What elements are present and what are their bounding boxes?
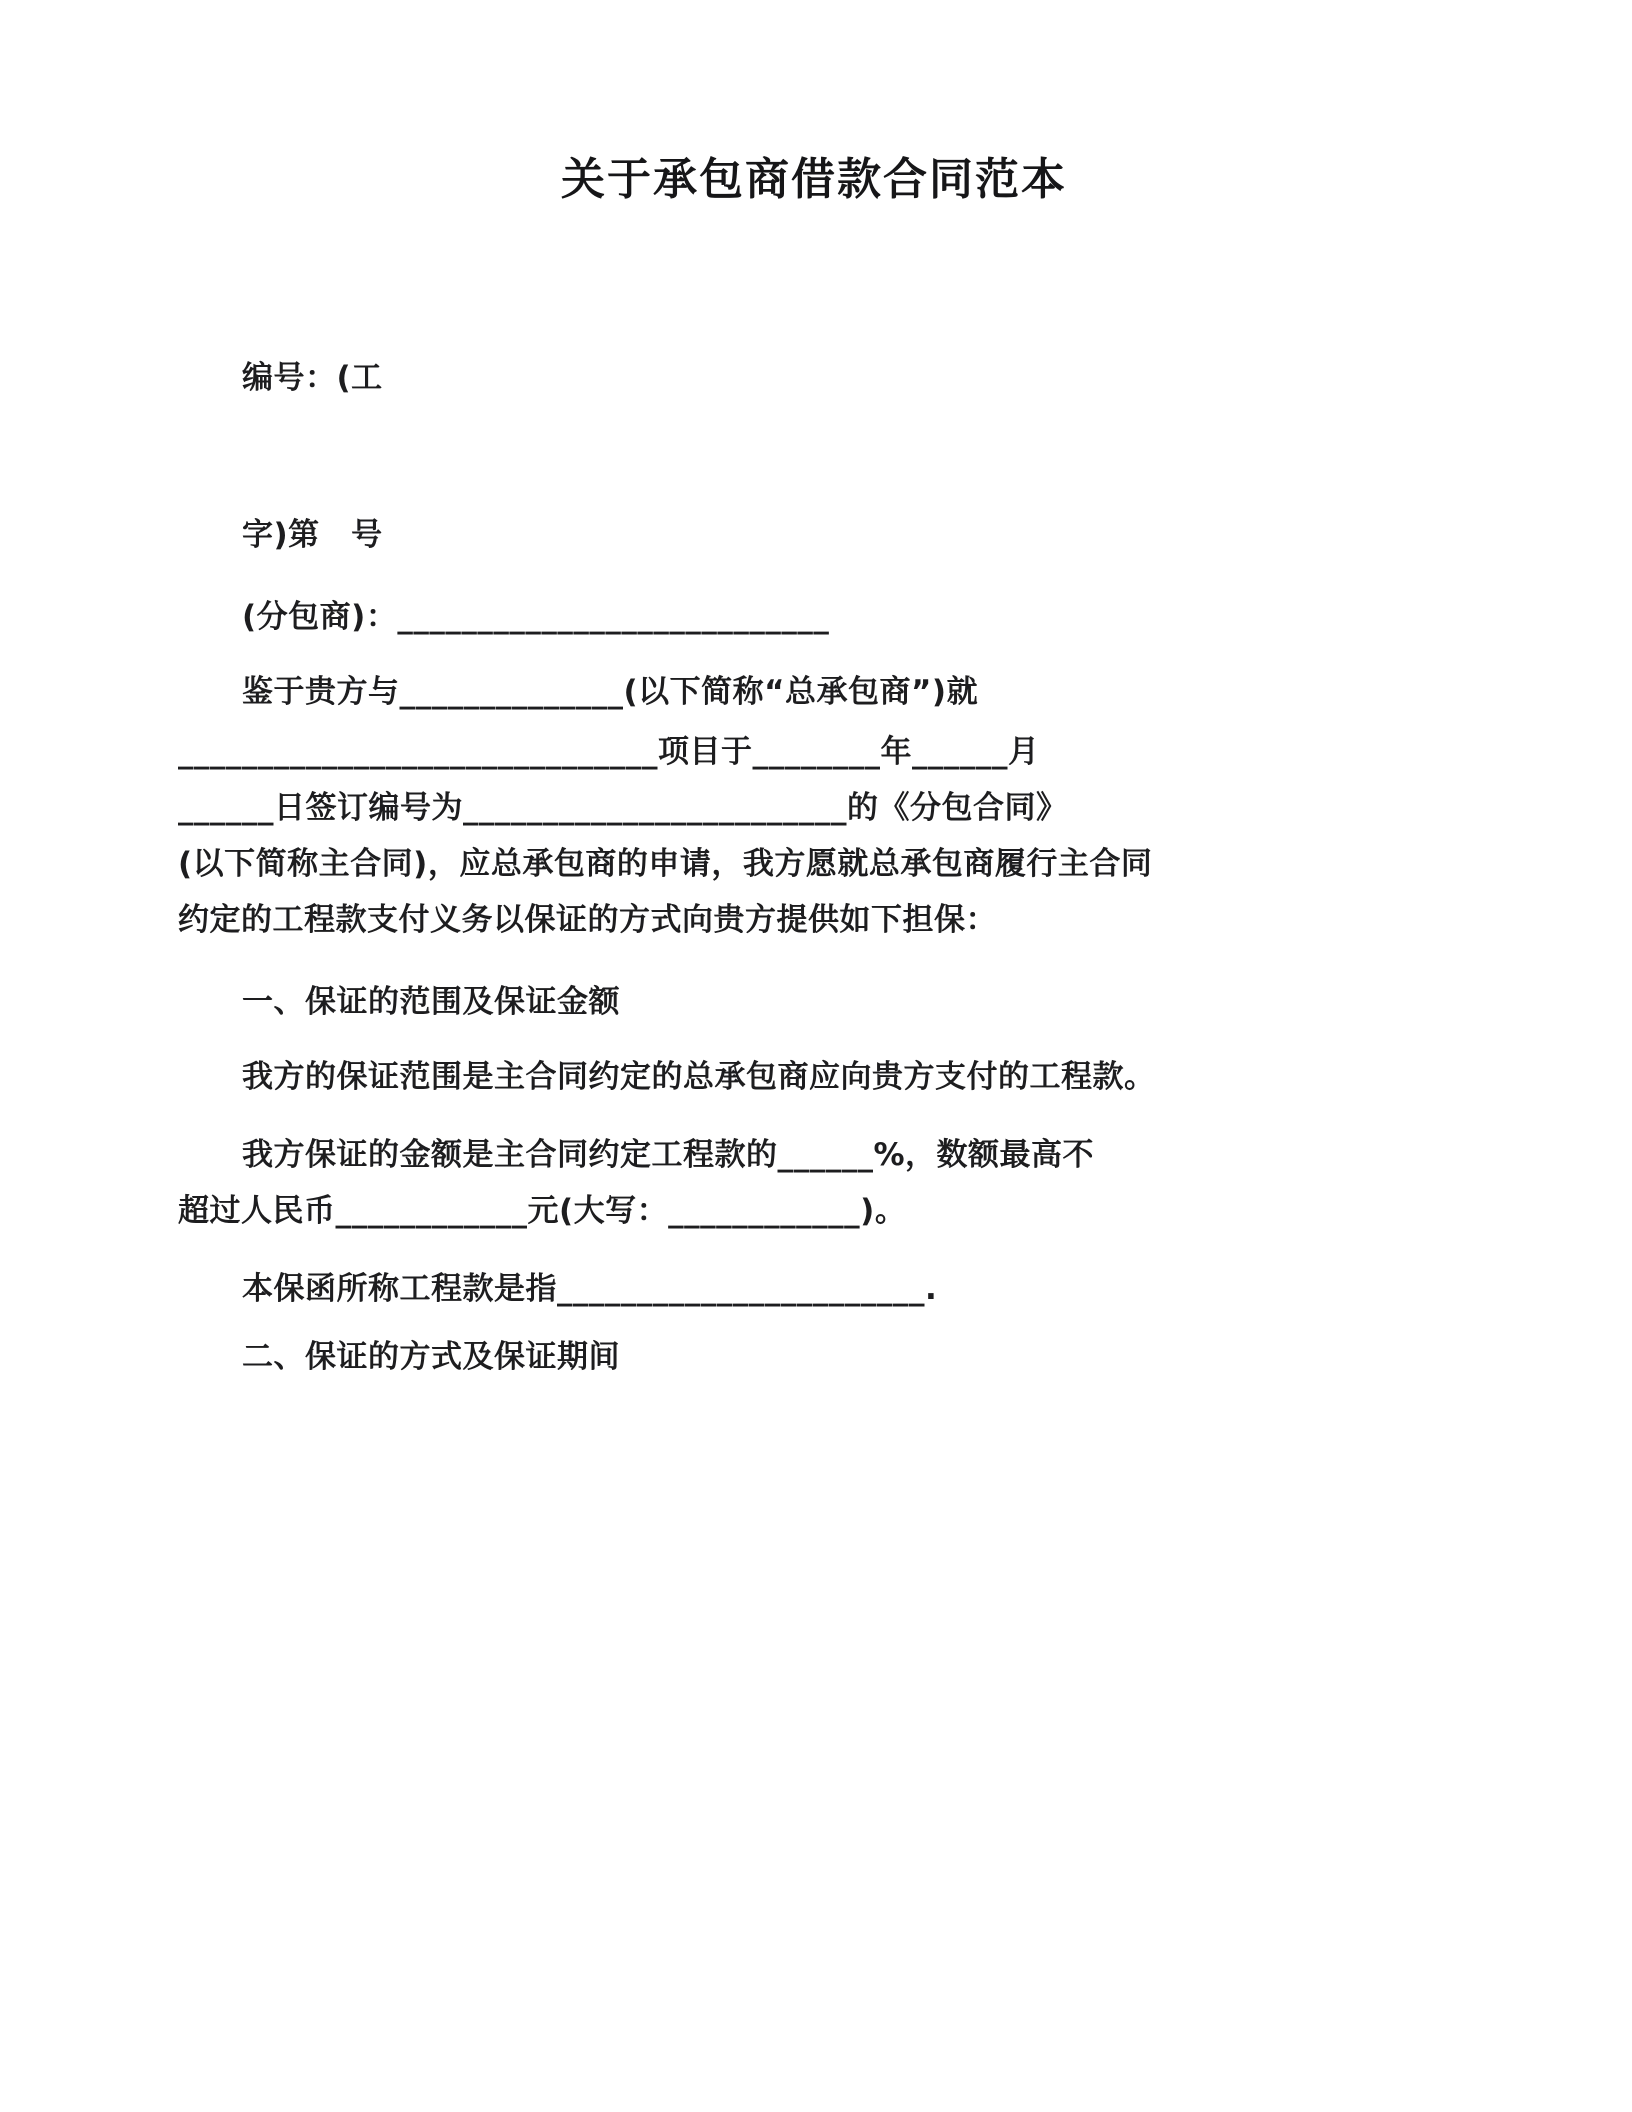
doc-heading-section-2: 二、保证的方式及保证期间 <box>242 1339 620 1375</box>
doc-line-serial-prefix: 编号：(工 <box>242 360 383 396</box>
doc-line-whereas-2: ______________________________项目于________年______月 <box>178 734 1040 770</box>
doc-line-whereas-4: (以下简称主合同)，应总承包商的申请，我方愿就总承包商履行主合同 <box>178 846 1153 882</box>
doc-line-whereas-1: 鉴于贵方与______________(以下简称“总承包商”)就 <box>242 674 979 710</box>
document-title: 关于承包商借款合同范本 <box>561 154 1067 205</box>
doc-line-whereas-5: 约定的工程款支付义务以保证的方式向贵方提供如下担保： <box>178 902 997 938</box>
doc-line-scope: 我方的保证范围是主合同约定的总承包商应向贵方支付的工程款。 <box>242 1059 1156 1095</box>
doc-line-amount-1: 我方保证的金额是主合同约定工程款的______%，数额最高不 <box>242 1137 1095 1173</box>
doc-line-amount-2: 超过人民币____________元(大写：____________)。 <box>178 1193 907 1229</box>
doc-line-definition: 本保函所称工程款是指_______________________. <box>242 1271 938 1307</box>
doc-line-whereas-3: ______日签订编号为________________________的《分包合同》 <box>178 790 1068 826</box>
doc-line-subcontractor: (分包商)：___________________________ <box>242 599 830 635</box>
doc-heading-section-1: 一、保证的范围及保证金额 <box>242 984 620 1020</box>
doc-line-serial-suffix: 字)第 号 <box>242 517 383 553</box>
